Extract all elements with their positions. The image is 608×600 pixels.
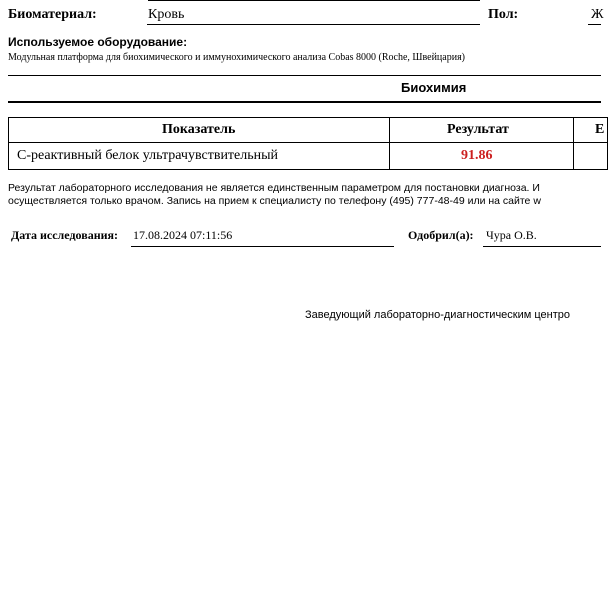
sex-value: Ж (591, 7, 604, 22)
approved-underline (483, 246, 601, 247)
biomaterial-label: Биоматериал: (8, 7, 97, 22)
header-indicator: Показатель (162, 122, 236, 137)
table-col-divider-1 (389, 118, 390, 169)
table-row-divider (9, 142, 607, 143)
disclaimer-line-2: осуществляется только врачом. Запись на прием к специалисту по телефону (495) 777-48-49 или на сайте w (8, 195, 541, 207)
section-title: Биохимия (401, 80, 467, 95)
approved-label: Одобрил(а): (408, 228, 474, 242)
section-bottom-rule (8, 101, 601, 103)
biomaterial-value: Кровь (148, 7, 185, 22)
equipment-value: Модульная платформа для биохимического и иммунохимического анализа Cobas 8000 (Roche, Швейцария) (8, 52, 466, 63)
equipment-label: Используемое оборудование: (8, 35, 188, 49)
date-underline (131, 246, 394, 247)
date-value: 17.08.2024 07:11:56 (133, 228, 233, 242)
table-col-divider-2 (573, 118, 574, 169)
sex-underline (588, 24, 601, 25)
approved-value: Чура О.В. (486, 228, 537, 242)
results-table (8, 117, 608, 170)
date-label: Дата исследования: (11, 228, 119, 242)
top-cutoff-line (148, 0, 480, 1)
head-of-lab-text: Заведующий лабораторно-диагностическим центро (305, 309, 571, 321)
row-indicator: С-реактивный белок ультрачувствительный (17, 148, 279, 163)
biomaterial-underline (147, 24, 480, 25)
row-result: 91.86 (461, 148, 493, 163)
sex-label: Пол: (488, 7, 519, 22)
header-extra: Е (595, 122, 605, 137)
header-result: Результат (447, 122, 509, 137)
disclaimer-line-1: Результат лабораторного исследования не является единственным параметром для постановки диагноза. И (8, 182, 540, 194)
section-top-rule (8, 75, 601, 76)
